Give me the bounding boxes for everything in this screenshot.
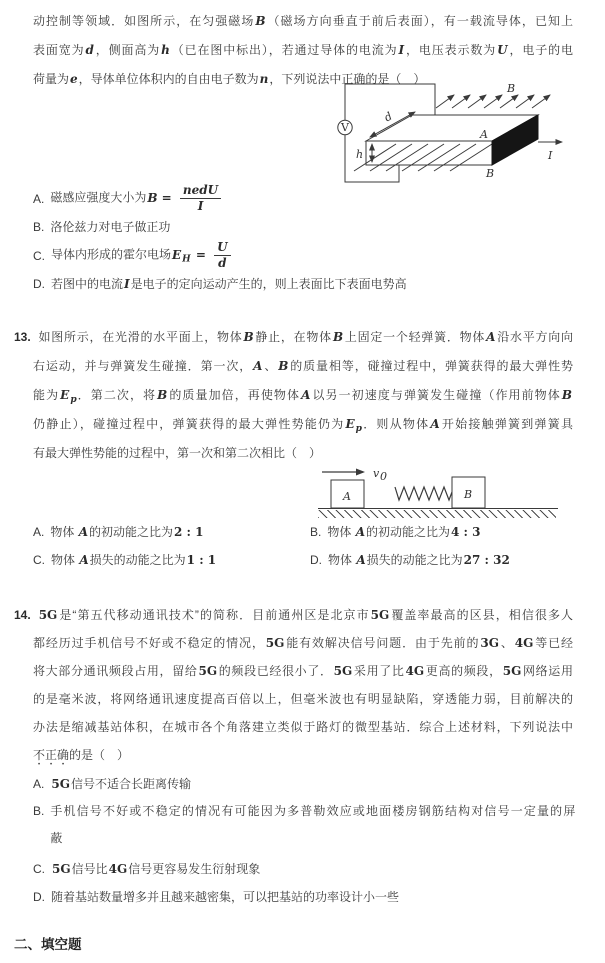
text-segment: 2 : 1 — [174, 525, 204, 539]
option-text — [50, 798, 575, 852]
text-segment: A — [355, 525, 365, 539]
text-segment: 27 : 32 — [463, 553, 510, 567]
text-line — [14, 381, 573, 410]
corner-a-label: A — [480, 128, 488, 141]
text-segment: 的质量相等，碰撞过程中，弹簧获得的最大弹性势 — [289, 359, 573, 373]
text-segment: 损失的动能之比为 — [89, 553, 186, 567]
text-segment: 蔽 — [50, 831, 63, 845]
text-segment: 1 : 1 — [186, 553, 217, 567]
text-segment: 网络运用 — [522, 664, 573, 678]
text-line — [14, 713, 573, 741]
text-segment: 13. — [14, 330, 31, 344]
text-segment: 能有效解决信号问题．由于先前的 — [285, 636, 480, 650]
q14-option-a — [33, 776, 191, 792]
option-text — [327, 524, 481, 540]
q14-option-b — [33, 798, 575, 852]
text-segment: h — [161, 43, 170, 57]
option-letter: D. — [33, 890, 45, 904]
text-segment: 5G — [52, 862, 71, 876]
text-segment: 信号比 — [71, 862, 108, 876]
height-label: h — [356, 148, 364, 161]
option-text — [50, 219, 170, 235]
text-segment: B — [157, 388, 168, 402]
text-segment: B — [278, 359, 289, 373]
text-segment: A — [301, 388, 311, 402]
text-segment: 物体 — [50, 525, 78, 539]
q12-option-a — [33, 184, 224, 213]
text-line — [50, 825, 575, 852]
text-segment: 若图中的电流 — [51, 277, 124, 291]
option-text — [328, 552, 511, 568]
text-segment: 等已经 — [534, 636, 573, 650]
text-segment: 5G — [502, 664, 522, 678]
text-segment: B — [561, 388, 572, 402]
text-segment: ，导体单位体积内的自由电子数为 — [78, 72, 259, 86]
text-segment: 不正确 — [33, 748, 70, 762]
text-segment: 上固定一个轻弹簧．物体 — [344, 330, 486, 344]
text-segment: 能为 — [33, 388, 60, 402]
text-segment: B — [243, 330, 254, 344]
option-letter: D. — [33, 277, 45, 291]
text-segment: 是“第五代移动通讯技术”的简称．目前通州区是北京市 — [58, 608, 370, 622]
text-segment: 沿水平方向向 — [496, 330, 573, 344]
text-segment: = — [191, 247, 211, 262]
text-segment: A — [430, 417, 440, 431]
text-segment: E — [172, 247, 182, 262]
text-line — [14, 601, 573, 629]
text-segment: 覆盖率最高的区县，相信很多人 — [390, 608, 573, 622]
text-segment: 磁感应强度大小为 — [50, 190, 147, 205]
option-text — [50, 776, 191, 792]
text-segment: 的质量加倍，再使物体 — [168, 388, 301, 402]
text-segment: ，电压表示数为 — [405, 43, 497, 57]
width-label: d — [382, 109, 395, 125]
text-segment: I — [398, 43, 405, 57]
text-segment: 都经历过手机信号不好或不稳定的情况， — [33, 636, 265, 650]
text-segment: A — [78, 525, 88, 539]
text-line — [14, 685, 573, 713]
text-segment: 5G — [333, 664, 353, 678]
text-segment: A — [486, 330, 496, 344]
text-segment: 4G — [514, 636, 534, 650]
option-text — [50, 524, 204, 540]
q14-option-d — [33, 889, 399, 905]
text-segment: e — [70, 72, 78, 86]
text-line — [14, 410, 573, 439]
option-letter: D. — [310, 553, 322, 567]
text-segment: 5G — [51, 777, 70, 791]
option-letter: C. — [33, 862, 45, 876]
text-segment: （磁场方向垂直于前后表面），有一载流导体，已知上 — [266, 14, 573, 28]
text-segment: 的频段已经很小了． — [218, 664, 333, 678]
block-a-label: A — [343, 490, 351, 503]
text-segment: A — [79, 553, 89, 567]
option-letter: B. — [310, 525, 322, 539]
text-segment: 5G — [370, 608, 390, 622]
text-segment: A — [356, 553, 366, 567]
text-segment: 荷量为 — [33, 72, 70, 86]
text-line — [33, 36, 573, 65]
option-letter: B. — [33, 804, 45, 818]
fraction: $\frac{\text{nedU}}{I}$ — [180, 184, 221, 213]
text-segment: 导体内形成的霍尔电场 — [51, 247, 172, 262]
text-segment: 如图所示，在光滑的水平面上，物体 — [37, 330, 243, 344]
text-segment: B = — [147, 190, 176, 205]
text-line — [14, 629, 573, 657]
text-segment: 损失的动能之比为 — [366, 553, 463, 567]
text-segment: 的初动能之比为 — [89, 525, 174, 539]
text-segment: B — [332, 330, 344, 344]
text-segment: p — [355, 424, 362, 434]
text-line — [14, 741, 573, 769]
text-segment: 动控制等领域．如图所示，在匀强磁场 — [33, 14, 255, 28]
text-segment: 3G — [480, 636, 499, 650]
section-2-title: 二、填空题 — [14, 937, 82, 952]
question-13-body — [14, 323, 573, 468]
field-label: B — [507, 82, 516, 95]
text-line — [33, 7, 573, 36]
text-segment: 随着基站数量增多并且越来越密集，可以把基站的功率设计小一些 — [51, 890, 400, 904]
text-segment: 物体 — [328, 553, 356, 567]
text-segment: 办法是缩减基站体积，在城市各个角落建立类似于路灯的微型基站．综合上述材料，下列说法中 — [33, 720, 573, 734]
text-segment: 以另一初速度与弹簧发生碰撞（作用前物体 — [311, 388, 561, 402]
option-text — [51, 241, 234, 270]
text-segment: 静止，在物体 — [254, 330, 332, 344]
q12-option-d — [33, 276, 407, 292]
current-label: I — [548, 149, 553, 162]
voltmeter-label: V — [341, 121, 349, 134]
text-segment: 5G — [265, 636, 285, 650]
text-segment: （已在图中标出），若通过导体的电流为 — [170, 43, 398, 57]
velocity-subscript: 0 — [380, 470, 387, 483]
text-segment: 的是毫米波，将网络通讯速度提高百倍以上，但毫米波也有明显缺陷，穿透能力弱，目前解决的 — [33, 692, 573, 706]
text-segment: U — [497, 43, 508, 57]
text-segment: 仍静止），碰撞过程中，弹簧获得的最大弹性势能仍为 — [33, 417, 345, 431]
option-text — [51, 861, 260, 877]
text-segment: 右运动，并与弹簧发生碰撞．第一次， — [33, 359, 253, 373]
text-segment: ，下列说法中正确的是（ ） — [269, 72, 426, 86]
text-segment: 是电子的定向运动产生的，则上表面比下表面电势高 — [130, 277, 407, 291]
text-segment: 表面宽为 — [33, 43, 85, 57]
text-segment: 14. — [14, 608, 31, 622]
text-line — [14, 352, 573, 381]
text-segment: 5G — [198, 664, 218, 678]
option-letter: A. — [33, 777, 45, 791]
ground-hatching — [318, 510, 556, 518]
text-segment: 的是（ ） — [69, 748, 130, 762]
q13-option-a — [33, 524, 205, 540]
option-letter: A. — [33, 525, 45, 539]
text-segment: p — [70, 395, 77, 405]
text-segment: ．第二次，将 — [76, 388, 157, 402]
text-segment: I — [124, 277, 130, 291]
text-segment: 更高的频段， — [425, 664, 502, 678]
text-segment: d — [85, 43, 94, 57]
text-segment: 采用了比 — [353, 664, 405, 678]
option-text — [51, 276, 407, 292]
q13-option-d — [310, 552, 511, 568]
text-segment: 洛伦兹力对电子做正功 — [50, 220, 171, 234]
q13-option-c — [33, 552, 217, 568]
option-letter: A. — [33, 191, 45, 206]
text-segment: n — [259, 72, 269, 86]
hall-effect-figure — [330, 80, 605, 185]
text-segment: 4G — [108, 862, 128, 876]
q12-option-c — [33, 241, 234, 270]
text-segment: 、 — [263, 359, 278, 373]
text-line — [14, 657, 573, 685]
text-segment: 物体 — [327, 525, 355, 539]
block-b-label: B — [463, 488, 473, 501]
text-segment: E — [60, 388, 70, 402]
magnetic-field-arrows — [436, 95, 550, 108]
text-segment: 开始接触弹簧到弹簧具 — [440, 417, 573, 431]
text-segment: 手机信号不好或不稳定的情况有可能因为多普勒效应或地面楼房钢筋结构对信号一定量的屏 — [50, 804, 576, 818]
text-segment: 、 — [499, 636, 514, 650]
option-text — [51, 552, 217, 568]
fraction: $\frac{U}{d}$ — [214, 241, 230, 270]
velocity-label: v — [373, 467, 380, 480]
option-letter: C. — [33, 553, 45, 567]
text-segment: 信号更容易发生衍射现象 — [128, 862, 261, 876]
text-segment: ．则从物体 — [361, 417, 430, 431]
text-segment: B — [255, 14, 266, 28]
text-segment: 有最大弹性势能的过程中，第一次和第二次相比（ ） — [33, 446, 322, 460]
option-letter: C. — [33, 248, 45, 263]
text-segment: E — [345, 417, 355, 431]
text-segment: 4G — [405, 664, 425, 678]
question-14-body — [14, 601, 573, 769]
q13-option-b — [310, 524, 482, 540]
option-letter: B. — [33, 220, 45, 234]
text-line — [14, 323, 573, 352]
text-segment: ，电子的电 — [508, 43, 573, 57]
corner-b-label: B — [486, 167, 495, 180]
text-segment: 5G — [38, 608, 58, 622]
text-segment: 4 : 3 — [451, 525, 481, 539]
text-segment: 的初动能之比为 — [366, 525, 451, 539]
option-text — [50, 184, 224, 213]
text-segment: 将大部分通讯频段占用，留给 — [33, 664, 198, 678]
text-segment: 信号不适合长距离传输 — [70, 777, 191, 791]
text-line — [50, 798, 575, 825]
spring — [395, 487, 452, 500]
q14-option-c — [33, 861, 260, 877]
text-segment: 物体 — [51, 553, 79, 567]
text-segment: H — [182, 254, 191, 265]
q12-option-b — [33, 219, 170, 235]
text-segment: A — [253, 359, 263, 373]
option-text — [51, 889, 399, 905]
text-segment: ，侧面高为 — [94, 43, 161, 57]
